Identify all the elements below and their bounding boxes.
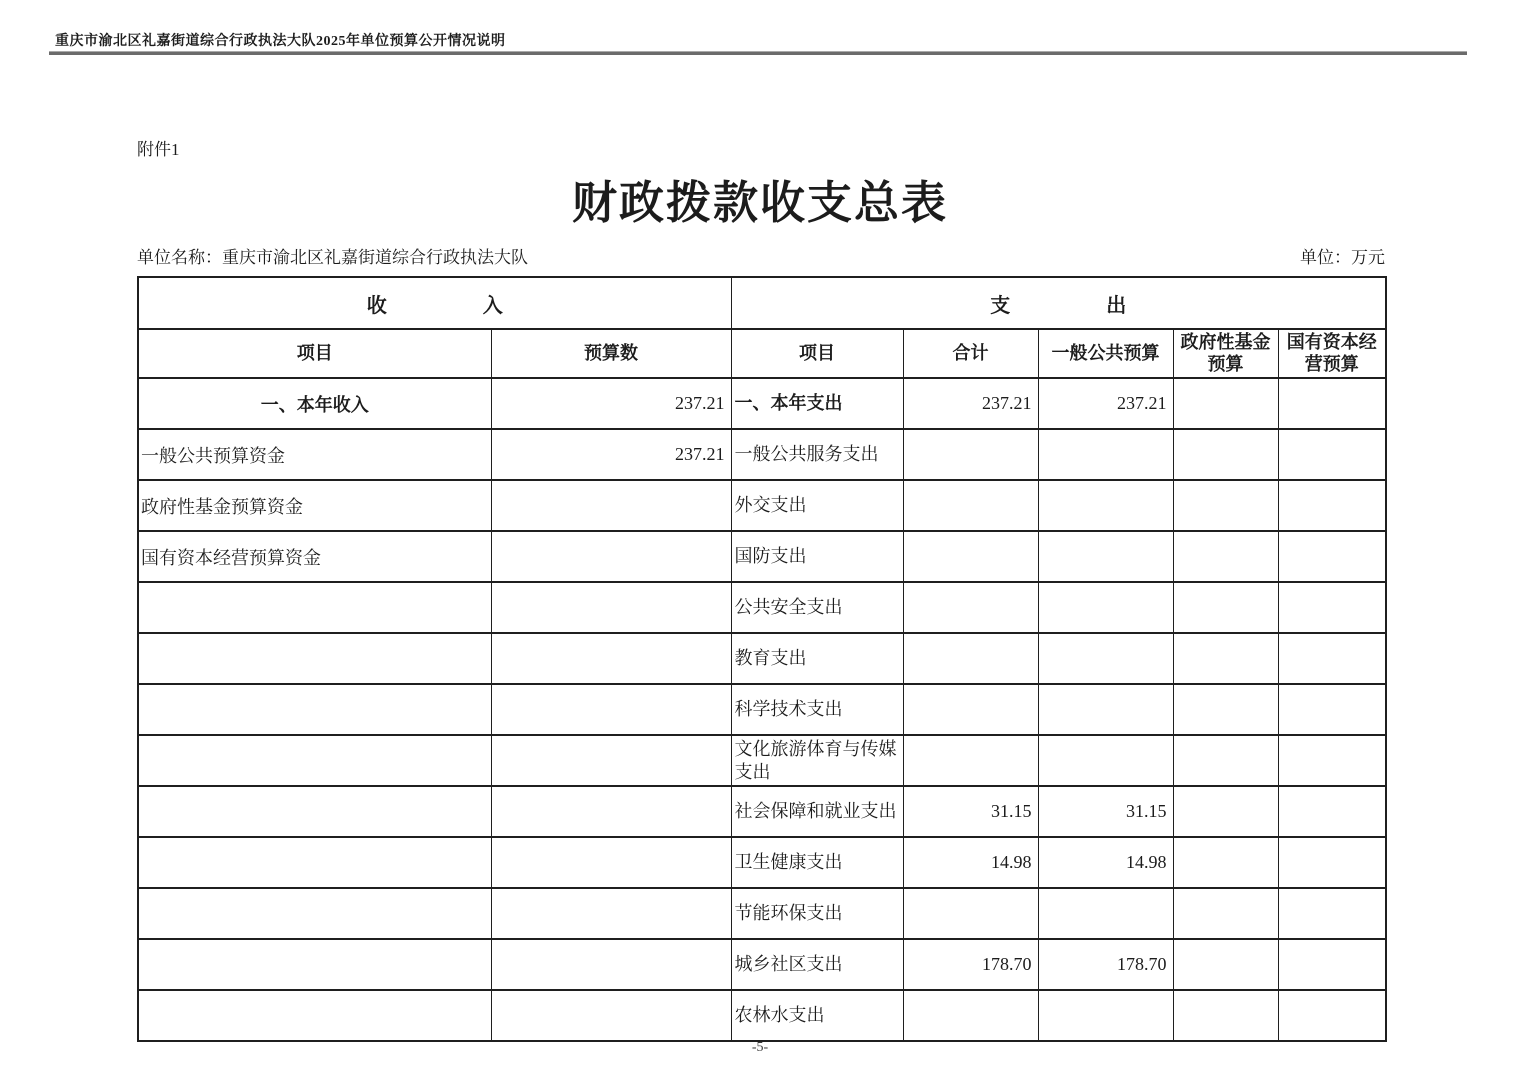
state-capital-budget-cell (1278, 480, 1386, 531)
budget-amount-cell (491, 888, 731, 939)
income-item-cell (138, 990, 491, 1041)
state-capital-budget-cell (1278, 531, 1386, 582)
gov-fund-budget-cell (1173, 633, 1278, 684)
gov-fund-budget-cell (1173, 786, 1278, 837)
expense-item-cell: 外交支出 (731, 480, 903, 531)
expense-item-cell: 社会保障和就业支出 (731, 786, 903, 837)
income-item-cell: 政府性基金预算资金 (138, 480, 491, 531)
total-amount-cell: 237.21 (903, 378, 1038, 429)
income-item-cell: 国有资本经营预算资金 (138, 531, 491, 582)
header-divider (49, 51, 1467, 55)
state-capital-budget-cell (1278, 786, 1386, 837)
expense-section-char-1: 支 (990, 294, 1011, 317)
gov-fund-budget-cell (1173, 531, 1278, 582)
general-public-budget-cell (1038, 429, 1173, 480)
table-row (138, 837, 1386, 888)
general-public-budget-cell: 178.70 (1038, 939, 1173, 990)
gov-fund-budget-cell (1173, 480, 1278, 531)
income-section-char-1: 收 (366, 294, 387, 317)
income-item-cell (138, 684, 491, 735)
income-item-cell (138, 735, 491, 786)
budget-amount-cell (491, 684, 731, 735)
table-row (138, 633, 1386, 684)
general-public-budget-cell (1038, 480, 1173, 531)
general-public-budget-cell (1038, 888, 1173, 939)
total-amount-cell (903, 531, 1038, 582)
income-item-cell (138, 786, 491, 837)
expense-item-cell: 农林水支出 (731, 990, 903, 1041)
state-capital-budget-cell (1278, 582, 1386, 633)
budget-amount-cell (491, 735, 731, 786)
income-item-cell (138, 939, 491, 990)
budget-amount-cell (491, 939, 731, 990)
total-amount-cell: 31.15 (903, 786, 1038, 837)
total-amount-cell (903, 684, 1038, 735)
budget-amount-cell (491, 837, 731, 888)
income-section-char-2: 入 (482, 294, 503, 317)
state-capital-budget-cell (1278, 633, 1386, 684)
income-item-cell (138, 582, 491, 633)
table-row (138, 684, 1386, 735)
general-public-budget-cell (1038, 735, 1173, 786)
expense-item-cell: 公共安全支出 (731, 582, 903, 633)
general-public-budget-cell (1038, 633, 1173, 684)
table-body (138, 378, 1386, 1041)
gov-fund-budget-cell (1173, 888, 1278, 939)
table-row (138, 531, 1386, 582)
budget-amount-cell (491, 786, 731, 837)
gov-fund-budget-cell (1173, 990, 1278, 1041)
table-row (138, 888, 1386, 939)
general-public-budget-cell (1038, 582, 1173, 633)
state-capital-budget-cell (1278, 837, 1386, 888)
table-row (138, 990, 1386, 1041)
page-title: 财政拨款收支总表 (571, 178, 948, 228)
budget-table (137, 276, 1387, 1042)
table-row (138, 786, 1386, 837)
expense-item-cell: 一、本年支出 (731, 378, 903, 429)
income-item-cell (138, 837, 491, 888)
state-capital-budget-cell (1278, 735, 1386, 786)
total-amount-cell (903, 888, 1038, 939)
total-amount-cell (903, 633, 1038, 684)
budget-table-container (137, 276, 1387, 1042)
state-capital-budget-cell (1278, 939, 1386, 990)
budget-amount-cell: 237.21 (491, 378, 731, 429)
gov-fund-budget-cell (1173, 378, 1278, 429)
unit-of-measure-label: 单位：万元 (1300, 248, 1385, 267)
state-capital-budget-cell (1278, 378, 1386, 429)
expense-item-cell: 文化旅游体育与传媒支出 (731, 735, 903, 786)
column-header-general-public-budget: 一般公共预算 (1038, 329, 1173, 378)
doc-header-title: 重庆市渝北区礼嘉街道综合行政执法大队2025年单位预算公开情况说明 (55, 34, 506, 49)
general-public-budget-cell: 14.98 (1038, 837, 1173, 888)
total-amount-cell: 178.70 (903, 939, 1038, 990)
gov-fund-budget-cell (1173, 939, 1278, 990)
income-item-cell: 一般公共预算资金 (138, 429, 491, 480)
expense-item-cell: 国防支出 (731, 531, 903, 582)
expense-item-cell: 卫生健康支出 (731, 837, 903, 888)
total-amount-cell (903, 429, 1038, 480)
column-header-income-item: 项目 (138, 329, 491, 378)
gov-fund-budget-cell (1173, 735, 1278, 786)
expense-item-cell: 城乡社区支出 (731, 939, 903, 990)
general-public-budget-cell: 237.21 (1038, 378, 1173, 429)
gov-fund-budget-cell (1173, 582, 1278, 633)
general-public-budget-cell (1038, 990, 1173, 1041)
budget-amount-cell (491, 480, 731, 531)
total-amount-cell (903, 735, 1038, 786)
budget-amount-cell (491, 990, 731, 1041)
state-capital-budget-cell (1278, 990, 1386, 1041)
income-item-cell (138, 633, 491, 684)
income-section-header (138, 277, 731, 329)
table-row (138, 378, 1386, 429)
expense-item-cell: 一般公共服务支出 (731, 429, 903, 480)
table-meta-row (137, 243, 1385, 268)
column-header-gov-fund-budget: 政府性基金预算 (1173, 329, 1278, 378)
budget-amount-cell (491, 531, 731, 582)
state-capital-budget-cell (1278, 684, 1386, 735)
budget-amount-cell (491, 633, 731, 684)
total-amount-cell: 14.98 (903, 837, 1038, 888)
column-header-state-capital-budget: 国有资本经营预算 (1278, 329, 1386, 378)
page-number: -5- (751, 1040, 769, 1055)
section-header-row (138, 277, 1386, 329)
column-header-total: 合计 (903, 329, 1038, 378)
total-amount-cell (903, 480, 1038, 531)
expense-item-cell: 教育支出 (731, 633, 903, 684)
total-amount-cell (903, 582, 1038, 633)
general-public-budget-cell (1038, 531, 1173, 582)
expense-item-cell: 科学技术支出 (731, 684, 903, 735)
budget-amount-cell (491, 582, 731, 633)
income-item-cell (138, 888, 491, 939)
column-header-expense-item: 项目 (731, 329, 903, 378)
table-row (138, 429, 1386, 480)
expense-item-cell: 节能环保支出 (731, 888, 903, 939)
table-row (138, 582, 1386, 633)
expense-section-char-2: 出 (1106, 294, 1127, 317)
column-header-row (138, 329, 1386, 378)
gov-fund-budget-cell (1173, 429, 1278, 480)
gov-fund-budget-cell (1173, 837, 1278, 888)
state-capital-budget-cell (1278, 888, 1386, 939)
attachment-label: 附件1 (137, 140, 180, 159)
income-item-cell: 一、本年收入 (138, 378, 491, 429)
gov-fund-budget-cell (1173, 684, 1278, 735)
unit-name-label: 单位名称：重庆市渝北区礼嘉街道综合行政执法大队 (137, 248, 528, 267)
expense-section-header (731, 277, 1386, 329)
column-header-budget: 预算数 (491, 329, 731, 378)
table-row (138, 939, 1386, 990)
general-public-budget-cell (1038, 684, 1173, 735)
general-public-budget-cell: 31.15 (1038, 786, 1173, 837)
total-amount-cell (903, 990, 1038, 1041)
state-capital-budget-cell (1278, 429, 1386, 480)
table-row (138, 480, 1386, 531)
table-row (138, 735, 1386, 786)
budget-amount-cell: 237.21 (491, 429, 731, 480)
